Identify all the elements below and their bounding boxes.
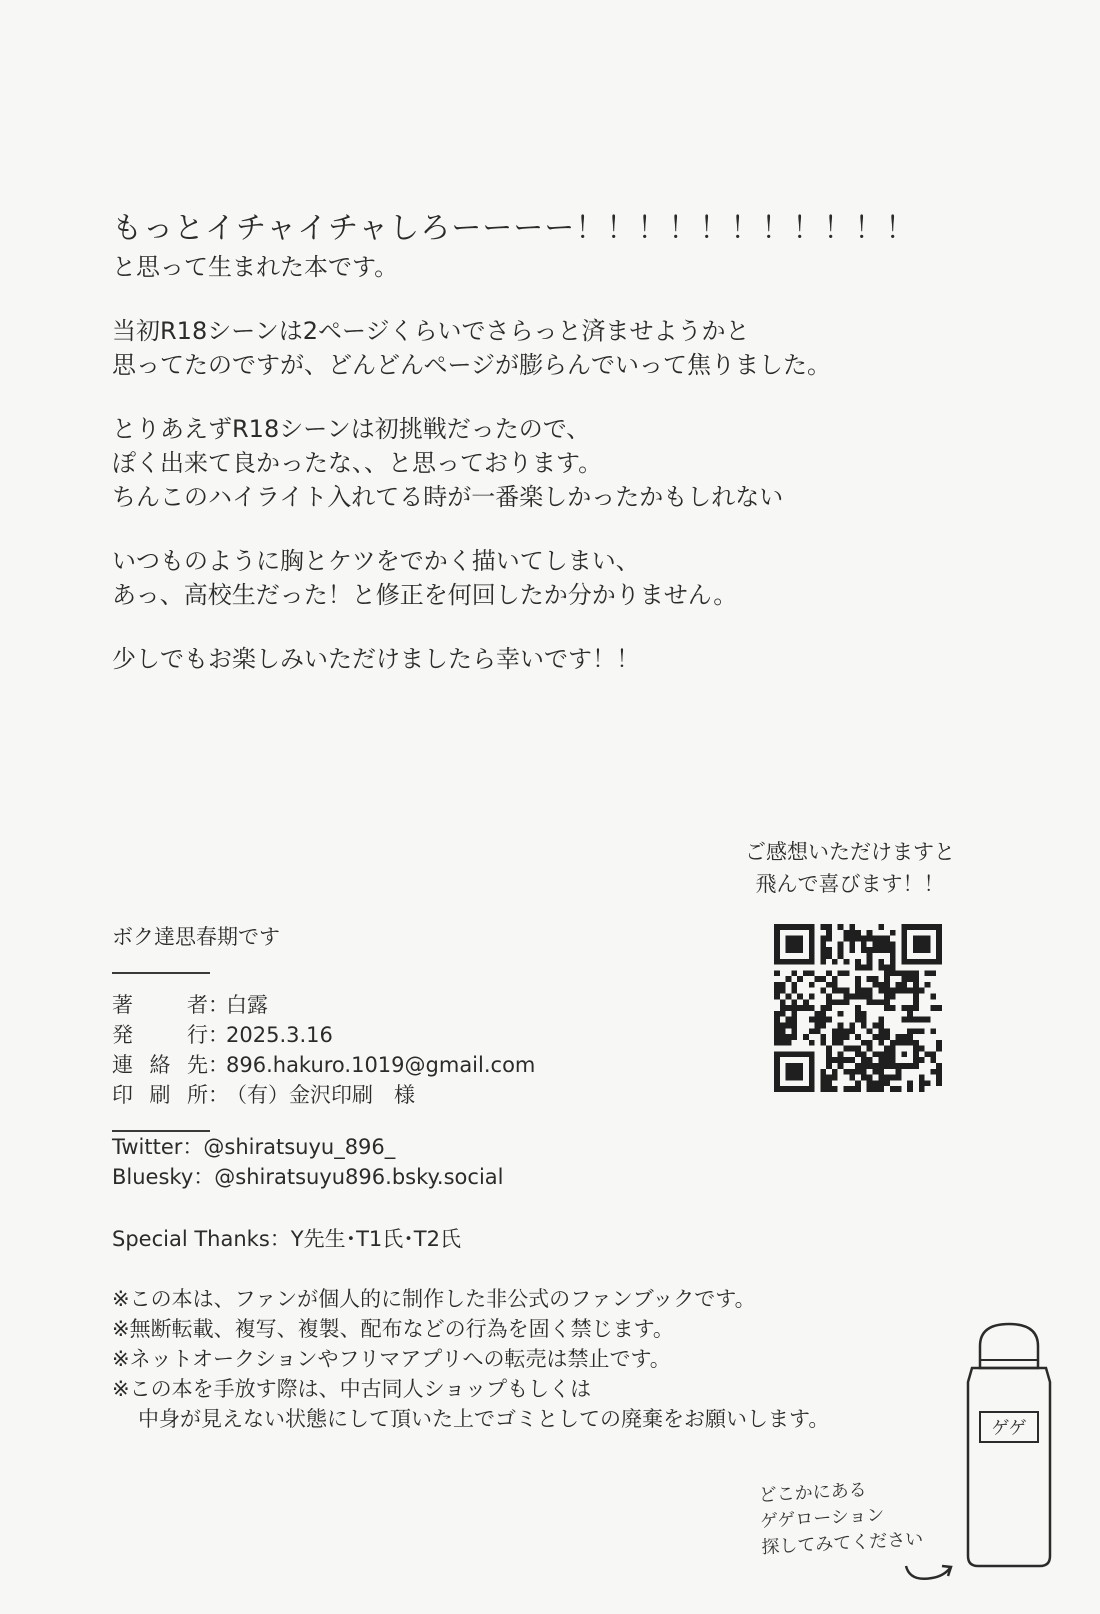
message-paragraph bbox=[112, 642, 972, 676]
colophon-row-published bbox=[112, 1020, 732, 1050]
message-line: 少しでもお楽しみいただけましたら幸いです！！ bbox=[112, 645, 640, 673]
book-title: ボク達思春期です bbox=[112, 925, 280, 949]
message-paragraph bbox=[112, 544, 972, 612]
handwritten-line: 探してみてください bbox=[760, 1528, 924, 1559]
colophon-row-author bbox=[112, 990, 732, 1020]
feedback-line: 飛んで喜びます！！ bbox=[755, 872, 945, 896]
message-line: と思って生まれた本です。 bbox=[112, 253, 399, 281]
colophon-row-contact bbox=[112, 1050, 732, 1080]
afterword-message bbox=[112, 208, 972, 706]
twitter-handle[interactable]: Twitter：@shiratsuyu_896_ bbox=[112, 1135, 396, 1159]
feedback-line: ご感想いただけますと bbox=[745, 840, 955, 864]
colophon-separator: ： bbox=[208, 993, 229, 1017]
message-paragraph bbox=[112, 412, 972, 514]
colophon-label: 連絡先 bbox=[112, 1053, 208, 1077]
colophon-label: 印刷所 bbox=[112, 1083, 208, 1107]
feedback-request bbox=[730, 836, 970, 900]
handwritten-line: ゲゲローション bbox=[759, 1504, 886, 1533]
message-line: いつものように胸とケツをでかく描いてしまい、 bbox=[112, 547, 640, 575]
message-line: 思ってたのですが、どんどんページが膨らんでいって焦りました。 bbox=[112, 351, 832, 379]
colophon-separator: ： bbox=[208, 1023, 229, 1047]
notice-line: ※ネットオークションやフリマアプリへの転売は禁止です。 bbox=[112, 1347, 671, 1371]
message-line: ぽく出来て良かったな、、と思っております。 bbox=[112, 449, 603, 477]
qr-code[interactable] bbox=[774, 924, 942, 1092]
divider bbox=[112, 972, 210, 974]
colophon-value: 白露 bbox=[226, 993, 268, 1017]
colophon-separator: ： bbox=[208, 1053, 229, 1077]
colophon-value: 2025.3.16 bbox=[226, 1023, 333, 1047]
lotion-bottle-illustration bbox=[950, 1320, 1068, 1570]
social-links bbox=[112, 1132, 503, 1192]
special-thanks: Special Thanks：Y先生･T1氏･T2氏 bbox=[112, 1227, 461, 1251]
handwritten-line: どこかにある bbox=[758, 1479, 868, 1507]
message-line: 当初R18シーンは2ページくらいでさらっと済ませようかと bbox=[112, 317, 750, 345]
notice-line: ※無断転載、複写、複製、配布などの行為を固く禁じます。 bbox=[112, 1317, 674, 1341]
contact-email[interactable]: 896.hakuro.1019@gmail.com bbox=[226, 1053, 536, 1077]
message-headline: もっとイチャイチャしろーーーー！！！！！！！！！！！ bbox=[112, 211, 917, 246]
colophon-label: 著 者 bbox=[112, 993, 208, 1017]
message-line: ちんこのハイライト入れてる時が一番楽しかったかもしれない bbox=[112, 483, 784, 511]
bottle-label: ゲゲ bbox=[991, 1418, 1027, 1439]
colophon-label: 発 行 bbox=[112, 1023, 208, 1047]
notice-line: 中身が見えない状態にして頂いた上でゴミとしての廃棄をお願いします。 bbox=[138, 1407, 830, 1431]
colophon bbox=[112, 922, 732, 1148]
notices bbox=[112, 1284, 932, 1434]
notice-line: ※この本を手放す際は、中古同人ショップもしくは bbox=[112, 1377, 592, 1401]
message-paragraph bbox=[112, 208, 972, 284]
colophon-row-printer bbox=[112, 1080, 732, 1110]
message-line: あっ、高校生だった！と修正を何回したか分かりません。 bbox=[112, 581, 738, 609]
curved-arrow-icon bbox=[900, 1548, 960, 1588]
colophon-separator: ： bbox=[208, 1083, 229, 1107]
bluesky-handle[interactable]: Bluesky：@shiratsuyu896.bsky.social bbox=[112, 1165, 504, 1189]
message-paragraph bbox=[112, 314, 972, 382]
notice-line: ※この本は、ファンが個人的に制作した非公式のファンブックです。 bbox=[112, 1287, 756, 1311]
colophon-value: （有）金沢印刷 様 bbox=[226, 1083, 415, 1107]
message-line: とりあえずR18シーンは初挑戦だったので、 bbox=[112, 415, 591, 443]
